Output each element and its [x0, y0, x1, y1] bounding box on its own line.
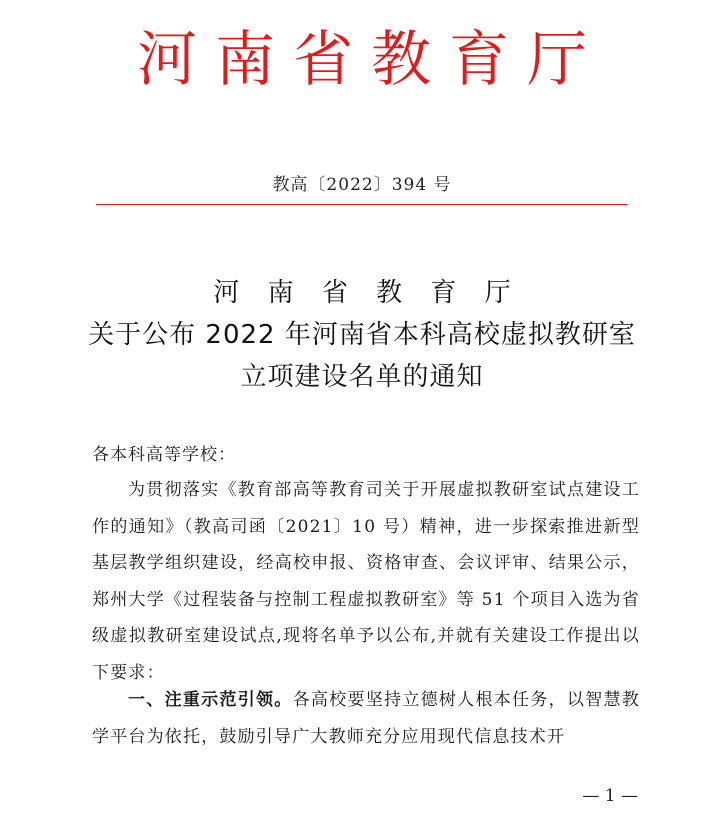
- paragraph-requirement-1: [92, 682, 640, 755]
- paragraph-intro: 为贯彻落实《教育部高等教育司关于开展虚拟教研室试点建设工作的通知》（教高司函〔2021〕10 号）精神，进一步探索推进新型基层教学组织建设，经高校申报、资格审查、会议评审、结果公示，郑州大学《过程装备与控制工程虚拟教研室》等 51 个项目入选为省级虚拟教研室建设试点,现将名单予以公布,并就有关建设工作提出以下要求：: [92, 480, 640, 683]
- masthead-title: 河南省教育厅: [137, 25, 605, 95]
- requirement-heading: 一、注重示范引领。: [128, 690, 293, 710]
- document-number: 教高〔2022〕394 号: [272, 175, 452, 195]
- notice-title-line3: 立项建设名单的通知: [240, 362, 484, 392]
- page-number: — 1 —: [582, 786, 638, 806]
- salutation: 各本科高等学校：: [92, 445, 236, 465]
- notice-title-line2: 关于公布 2022 年河南省本科高校虚拟教研室: [88, 320, 636, 350]
- red-divider: [96, 204, 627, 205]
- notice-title-issuer: 河 南 省 教 育 厅: [213, 278, 521, 308]
- requirement-text: 各高校要坚持立德树人根本任务，以智慧教学平台为依托，鼓励引导广大教师充分应用现代信息技术开: [92, 690, 640, 747]
